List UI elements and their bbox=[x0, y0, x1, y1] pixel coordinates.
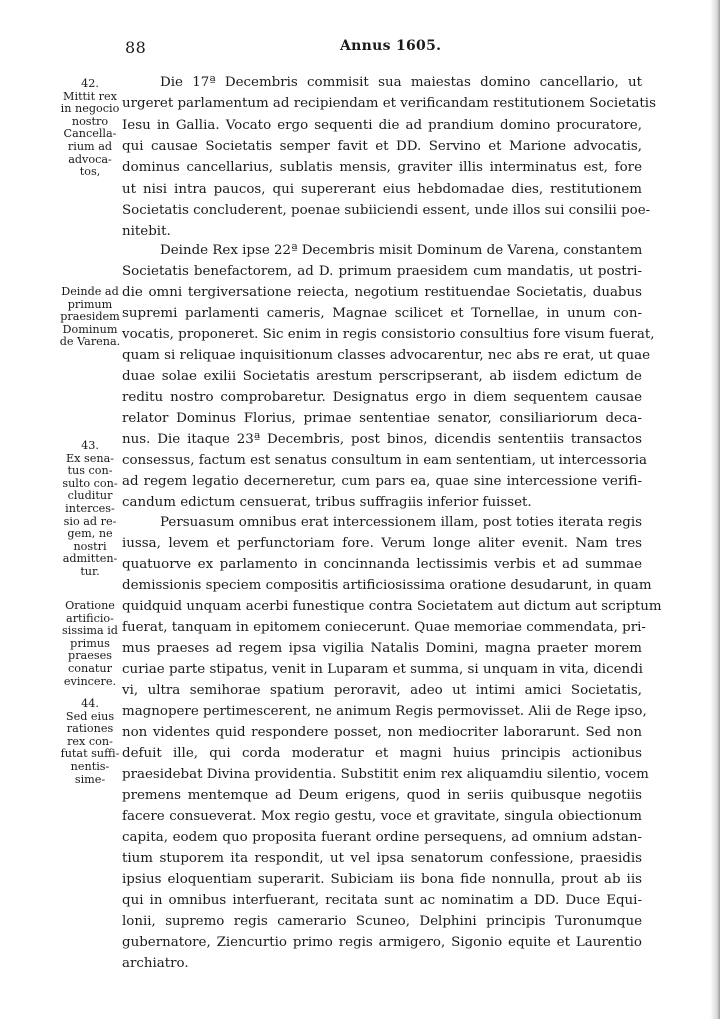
margin-note-line: praesidem bbox=[60, 310, 120, 324]
text-line: gubernatore, Ziencurtio primo regis armigero, Sigonio equite et Laurentio bbox=[122, 935, 642, 950]
text-line: ipsius eloquentiam superarit. Subiciam iis bona fide nonnulla, prout ab iis bbox=[122, 872, 642, 887]
text-line: Die 17ª Decembris commisit sua maiestas domino cancellario, ut bbox=[160, 75, 642, 90]
text-line: magnopere pertimescerent, ne animum Regis permovisset. Alii de Rege ipso, bbox=[122, 704, 647, 719]
page-header bbox=[0, 38, 720, 62]
text-line: nitebit. bbox=[122, 224, 171, 239]
text-line: dominus cancellarius, sublatis mensis, graviter illis interminatus est, fore bbox=[122, 160, 642, 175]
margin-note-line: nostri bbox=[73, 539, 107, 553]
margin-note bbox=[58, 440, 122, 579]
margin-note-line: Mittit rex bbox=[63, 89, 117, 103]
text-line: candum edictum censuerat, tribus suffragiis inferior fuisset. bbox=[122, 495, 532, 510]
margin-note-line: rationes bbox=[66, 722, 114, 736]
text-line: urgeret parlamentum ad recipiendam et verificandam restitutionem Societatis bbox=[122, 96, 656, 111]
margin-note-line: primum bbox=[67, 297, 113, 311]
text-line: iussa, levem et perfunctoriam fore. Verum longe aliter evenit. Nam tres bbox=[122, 536, 642, 551]
text-line: mus praeses ad regem ipsa vigilia Natalis Domini, magna praeter morem bbox=[122, 641, 642, 656]
margin-note-line: artificio- bbox=[66, 611, 114, 625]
text-line: Deinde Rex ipse 22ª Decembris misit Dominum de Varena, constantem bbox=[160, 243, 643, 258]
text-line: tium stuporem ita respondit, ut vel ipsa senatorum confessione, praesidis bbox=[122, 851, 642, 866]
margin-note-line: Sed eius bbox=[65, 709, 115, 723]
text-line: consessus, factum est senatus consultum in eam sententiam, ut intercessoria bbox=[122, 453, 648, 468]
margin-note-line: Dominum bbox=[62, 322, 118, 336]
page-number: 88 bbox=[125, 38, 147, 57]
text-line: quatuorve ex parlamento in concinnanda lectissimis verbis et ad summae bbox=[122, 557, 642, 572]
margin-note-line: conatur bbox=[68, 661, 112, 675]
text-line: Societatis concluderent, poenae subiiciendi essent, unde illos sui consilii poe- bbox=[122, 203, 651, 218]
margin-note-line: tur. bbox=[80, 564, 100, 578]
margin-note-line: 43. bbox=[81, 439, 99, 452]
text-line: capita, eodem quo proposita fuerant ordine persequens, ad omnium adstan- bbox=[122, 830, 642, 845]
margin-note-line: praeses bbox=[68, 649, 112, 663]
text-line: supremi parlamenti cameris, Magnae scilicet et Tornellae, in unum con- bbox=[122, 306, 642, 321]
margin-note-line: sio ad re- bbox=[63, 514, 117, 528]
text-line: praesidebat Divina providentia. Substitit enim rex aliquamdiu silentio, vocem bbox=[122, 767, 649, 782]
margin-note-line: interces- bbox=[65, 501, 115, 515]
margin-note-line: futat suffi- bbox=[60, 747, 120, 761]
text-line: Societatis benefactorem, ad D. primum praesidem cum mandatis, ut postri- bbox=[122, 264, 642, 279]
margin-note bbox=[58, 78, 122, 179]
margin-note-line: de Varena. bbox=[59, 335, 121, 349]
margin-note-line: 44. bbox=[81, 697, 99, 710]
margin-note-line: gem, ne bbox=[67, 527, 113, 541]
margin-note-line: sissima id bbox=[62, 624, 118, 638]
text-line: ut nisi intra paucos, qui supererant eius hebdomadae dies, restitutionem bbox=[122, 182, 642, 197]
text-line: vi, ultra semihorae spatium peroravit, adeo ut intimi amici Societatis, bbox=[122, 683, 642, 698]
text-line: duae solae exilii Societatis arestum perscripserant, ab iisdem edictum de bbox=[122, 369, 642, 384]
text-line: reditu nostro comprobaretur. Designatus ergo in diem sequentem causae bbox=[122, 390, 642, 405]
text-line: die omni tergiversatione reiecta, negotium restituendae Societatis, duabus bbox=[122, 285, 642, 300]
margin-note-line: nostro bbox=[71, 114, 109, 128]
margin-note-line: Oratione bbox=[65, 599, 115, 612]
margin-note-line: Cancella- bbox=[63, 127, 117, 141]
text-line: relator Dominus Florius, primae sententiae senator, consiliariorum deca- bbox=[122, 411, 642, 426]
margin-note-line: rex con- bbox=[67, 734, 113, 748]
text-line: quidquid unquam acerbi funestique contra Societatem aut dictum aut scriptum bbox=[122, 599, 662, 614]
text-line: non videntes quid respondere posset, non mediocriter laborarunt. Sed non bbox=[122, 725, 642, 740]
margin-note-line: admitten- bbox=[62, 552, 118, 566]
text-line: fuerat, tanquam in epitomem coniecerunt. Quae memoriae commendata, pri- bbox=[122, 620, 646, 635]
margin-note-line: Ex sena- bbox=[65, 451, 115, 465]
margin-note-line: cluditur bbox=[67, 489, 113, 503]
margin-note-line: primus bbox=[70, 636, 110, 650]
text-line: archiatro. bbox=[122, 956, 189, 971]
running-head: Annus 1605. bbox=[340, 38, 442, 54]
text-line: Iesu in Gallia. Vocato ergo sequenti die ad prandium domino procuratore, bbox=[122, 118, 642, 133]
margin-note-line: in negocio bbox=[60, 102, 120, 116]
margin-note-line: 42. bbox=[81, 77, 99, 90]
margin-note-line: evincere. bbox=[63, 674, 117, 688]
text-line: vocatis, proponeret. Sic enim in regis consistorio consultius fore visum fuerat, bbox=[122, 327, 655, 342]
text-line: qui causae Societatis semper favit et DD. Servino et Marione advocatis, bbox=[122, 139, 642, 154]
margin-note-line: Deinde ad bbox=[61, 285, 119, 298]
margin-note-line: advoca- bbox=[68, 152, 112, 166]
margin-note bbox=[58, 286, 122, 349]
text-line: quam si reliquae inquisitionum classes advocarentur, nec abs re erat, ut quae bbox=[122, 348, 651, 363]
margin-note-line: tus con- bbox=[67, 464, 113, 478]
text-line: demissionis speciem compositis artificiosissima oratione desudarunt, in quam bbox=[122, 578, 652, 593]
text-line: facere consueverat. Mox regio gestu, voce et gravitate, singula obiectionum bbox=[122, 809, 642, 824]
text-line: premens mentemque ad Deum erigens, quod in seriis quibusque negotiis bbox=[122, 788, 642, 803]
margin-note-line: tos, bbox=[79, 165, 101, 179]
text-line: ad regem legatio decerneretur, cum pars ea, quae sine intercessione verifi- bbox=[122, 474, 642, 489]
margin-note-line: nentis- bbox=[70, 759, 110, 773]
page-edge-shadow bbox=[710, 0, 720, 1019]
margin-note-line: sulto con- bbox=[62, 476, 118, 490]
margin-note-line: sime- bbox=[74, 772, 106, 786]
text-line: qui in omnibus interfuerant, recitata sunt ac nominatim a DD. Duce Equi- bbox=[122, 893, 642, 908]
margin-note-line: rium ad bbox=[67, 139, 113, 153]
margin-note bbox=[58, 600, 122, 688]
text-line: nus. Die itaque 23ª Decembris, post binos, dicendis sententiis transactos bbox=[122, 432, 642, 447]
text-line: curiae parte stipatus, venit in Luparam et summa, si unquam in vita, dicendi bbox=[122, 662, 643, 677]
text-line: Persuasum omnibus erat intercessionem illam, post toties iterata regis bbox=[160, 515, 642, 530]
margin-note bbox=[58, 698, 122, 786]
text-line: defuit ille, qui corda moderatur et magni huius principis actionibus bbox=[122, 746, 642, 761]
text-line: lonii, supremo regis camerario Scuneo, Delphini principis Turonumque bbox=[122, 914, 642, 929]
